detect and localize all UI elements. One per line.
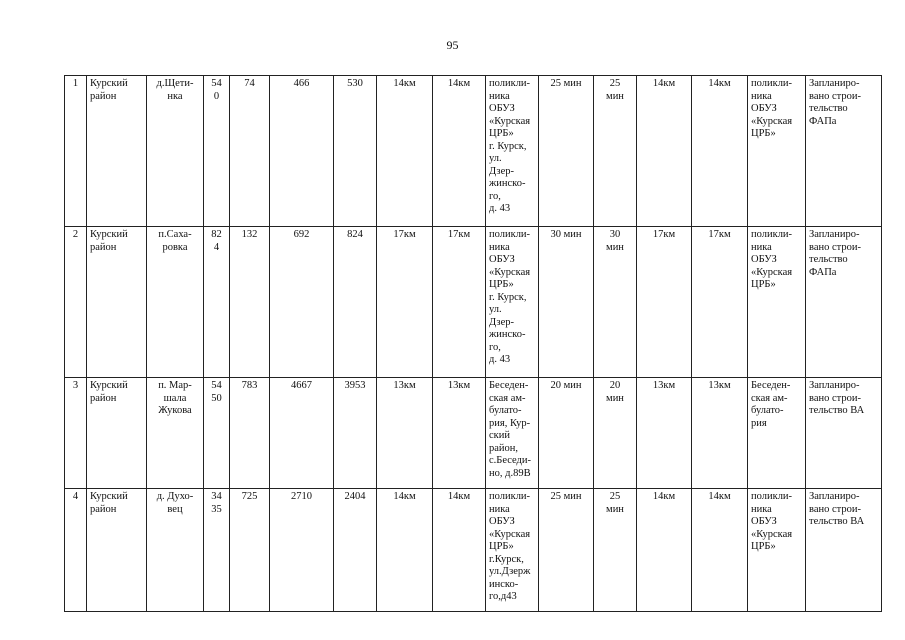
table-row xyxy=(65,227,882,378)
distance-cell: 17км xyxy=(692,227,748,378)
value-cell: 725 xyxy=(230,489,270,612)
value-cell: 530 xyxy=(334,76,377,227)
distance-cell: 14км xyxy=(637,76,692,227)
distance-cell: 17км xyxy=(637,227,692,378)
distance-cell: 13км xyxy=(377,378,433,489)
time-cell: 25 мин xyxy=(539,76,594,227)
facility-cell: поликли- ника ОБУЗ «Курская ЦРБ» г.Курск, ул.Дзерж инско- го,д43 xyxy=(486,489,539,612)
distance-cell: 13км xyxy=(433,378,486,489)
table-row xyxy=(65,378,882,489)
distance-cell: 13км xyxy=(637,378,692,489)
settlement-cell: п. Мар- шала Жукова xyxy=(147,378,204,489)
facility-cell: поликли- ника ОБУЗ «Курская ЦРБ» xyxy=(748,76,806,227)
facilities-table xyxy=(64,75,882,612)
value-cell: 824 xyxy=(334,227,377,378)
facility-cell: Беседен- ская ам- булато- рия xyxy=(748,378,806,489)
facility-cell: поликли- ника ОБУЗ «Курская ЦРБ» г. Курск, ул. Дзер- жинско- го, д. 43 xyxy=(486,76,539,227)
time-cell: 30 мин xyxy=(539,227,594,378)
facility-cell: Беседен- ская ам- булато- рия, Кур- ский район, с.Беседи- но, д.89В xyxy=(486,378,539,489)
settlement-cell: п.Саха- ровка xyxy=(147,227,204,378)
value-cell: 466 xyxy=(270,76,334,227)
code-cell: 54 50 xyxy=(204,378,230,489)
page-number: 95 xyxy=(446,38,459,52)
note-cell: Запланиро- вано строи- тельство ФАПа xyxy=(806,227,882,378)
row-number: 2 xyxy=(65,227,87,378)
distance-cell: 14км xyxy=(377,489,433,612)
code-cell: 34 35 xyxy=(204,489,230,612)
district-cell: Курский район xyxy=(87,489,147,612)
note-cell: Запланиро- вано строи- тельство ВА xyxy=(806,489,882,612)
distance-cell: 13км xyxy=(692,378,748,489)
value-cell: 783 xyxy=(230,378,270,489)
row-number: 1 xyxy=(65,76,87,227)
distance-cell: 14км xyxy=(637,489,692,612)
facility-cell: поликли- ника ОБУЗ «Курская ЦРБ» xyxy=(748,489,806,612)
settlement-cell: д. Духо- вец xyxy=(147,489,204,612)
facility-cell: поликли- ника ОБУЗ «Курская ЦРБ» xyxy=(748,227,806,378)
facility-cell: поликли- ника ОБУЗ «Курская ЦРБ» г. Курск, ул. Дзер- жинско- го, д. 43 xyxy=(486,227,539,378)
distance-cell: 17км xyxy=(377,227,433,378)
distance-cell: 14км xyxy=(433,76,486,227)
note-cell: Запланиро- вано строи- тельство ФАПа xyxy=(806,76,882,227)
row-number: 4 xyxy=(65,489,87,612)
distance-cell: 14км xyxy=(377,76,433,227)
time-cell: 20 мин xyxy=(539,378,594,489)
code-cell: 54 0 xyxy=(204,76,230,227)
table-row xyxy=(65,489,882,612)
time-cell: 25 мин xyxy=(594,489,637,612)
distance-cell: 14км xyxy=(433,489,486,612)
distance-cell: 14км xyxy=(692,489,748,612)
value-cell: 2710 xyxy=(270,489,334,612)
value-cell: 3953 xyxy=(334,378,377,489)
district-cell: Курский район xyxy=(87,378,147,489)
row-number: 3 xyxy=(65,378,87,489)
time-cell: 25 мин xyxy=(594,76,637,227)
note-cell: Запланиро- вано строи- тельство ВА xyxy=(806,378,882,489)
settlement-cell: д.Щети- нка xyxy=(147,76,204,227)
value-cell: 4667 xyxy=(270,378,334,489)
value-cell: 132 xyxy=(230,227,270,378)
time-cell: 30 мин xyxy=(594,227,637,378)
value-cell: 692 xyxy=(270,227,334,378)
distance-cell: 14км xyxy=(692,76,748,227)
value-cell: 74 xyxy=(230,76,270,227)
code-cell: 82 4 xyxy=(204,227,230,378)
distance-cell: 17км xyxy=(433,227,486,378)
time-cell: 20 мин xyxy=(594,378,637,489)
time-cell: 25 мин xyxy=(539,489,594,612)
value-cell: 2404 xyxy=(334,489,377,612)
district-cell: Курский район xyxy=(87,76,147,227)
table-row xyxy=(65,76,882,227)
district-cell: Курский район xyxy=(87,227,147,378)
